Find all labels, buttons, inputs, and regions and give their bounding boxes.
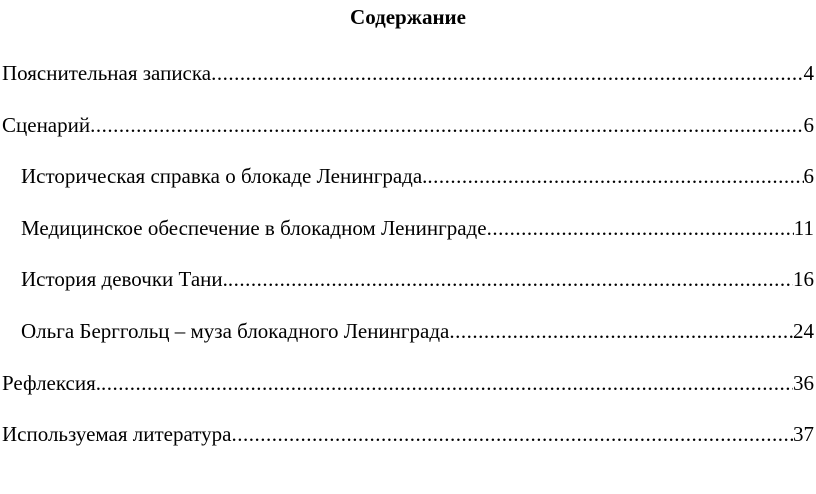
toc-entry-title: Пояснительная записка (2, 61, 212, 85)
toc-entry-explanatory-note[interactable] (0, 60, 816, 112)
toc-page-number: 4 (803, 61, 814, 85)
toc-page-number: 37 (793, 422, 814, 447)
toc-page-number: 36 (793, 370, 814, 395)
table-of-contents (0, 60, 816, 473)
toc-entry-title: Медицинское обеспечение в блокадном Ленинграде (21, 215, 487, 240)
toc-entry-title: Сценарий (2, 112, 91, 137)
toc-page-number: 11 (793, 215, 814, 240)
toc-entry-title: Ольга Берггольц – муза блокадного Ленинграда (21, 318, 450, 343)
toc-entry-title: Используемая литература (2, 422, 232, 447)
toc-dot-leader (211, 60, 803, 86)
toc-entry-scenario[interactable] (0, 112, 816, 164)
toc-entry-title: Рефлексия. (2, 370, 102, 395)
toc-dot-leader (427, 163, 803, 189)
toc-dot-leader (232, 421, 794, 447)
toc-entry-literature[interactable] (0, 421, 816, 473)
toc-title: Содержание (350, 5, 466, 29)
toc-dot-leader (449, 318, 793, 344)
toc-page-number: 16 (793, 267, 814, 292)
toc-page-number: 6 (803, 112, 814, 137)
toc-dot-leader (487, 215, 794, 241)
toc-entry-title: История девочки Тани. (21, 267, 228, 292)
toc-dot-leader (101, 370, 793, 396)
toc-page-number: 24 (793, 318, 814, 343)
toc-entry-tanya-story[interactable] (0, 266, 816, 318)
toc-entry-medical-support[interactable] (0, 215, 816, 267)
toc-entry-reflection[interactable] (0, 370, 816, 422)
toc-entry-historical-reference[interactable] (0, 163, 816, 215)
toc-entry-title: Историческая справка о блокаде Ленинграда. (21, 164, 428, 189)
toc-dot-leader (90, 112, 803, 138)
toc-dot-leader (228, 266, 793, 292)
toc-page-number: 6 (803, 164, 814, 189)
toc-entry-olga-berggolts[interactable] (0, 318, 816, 370)
